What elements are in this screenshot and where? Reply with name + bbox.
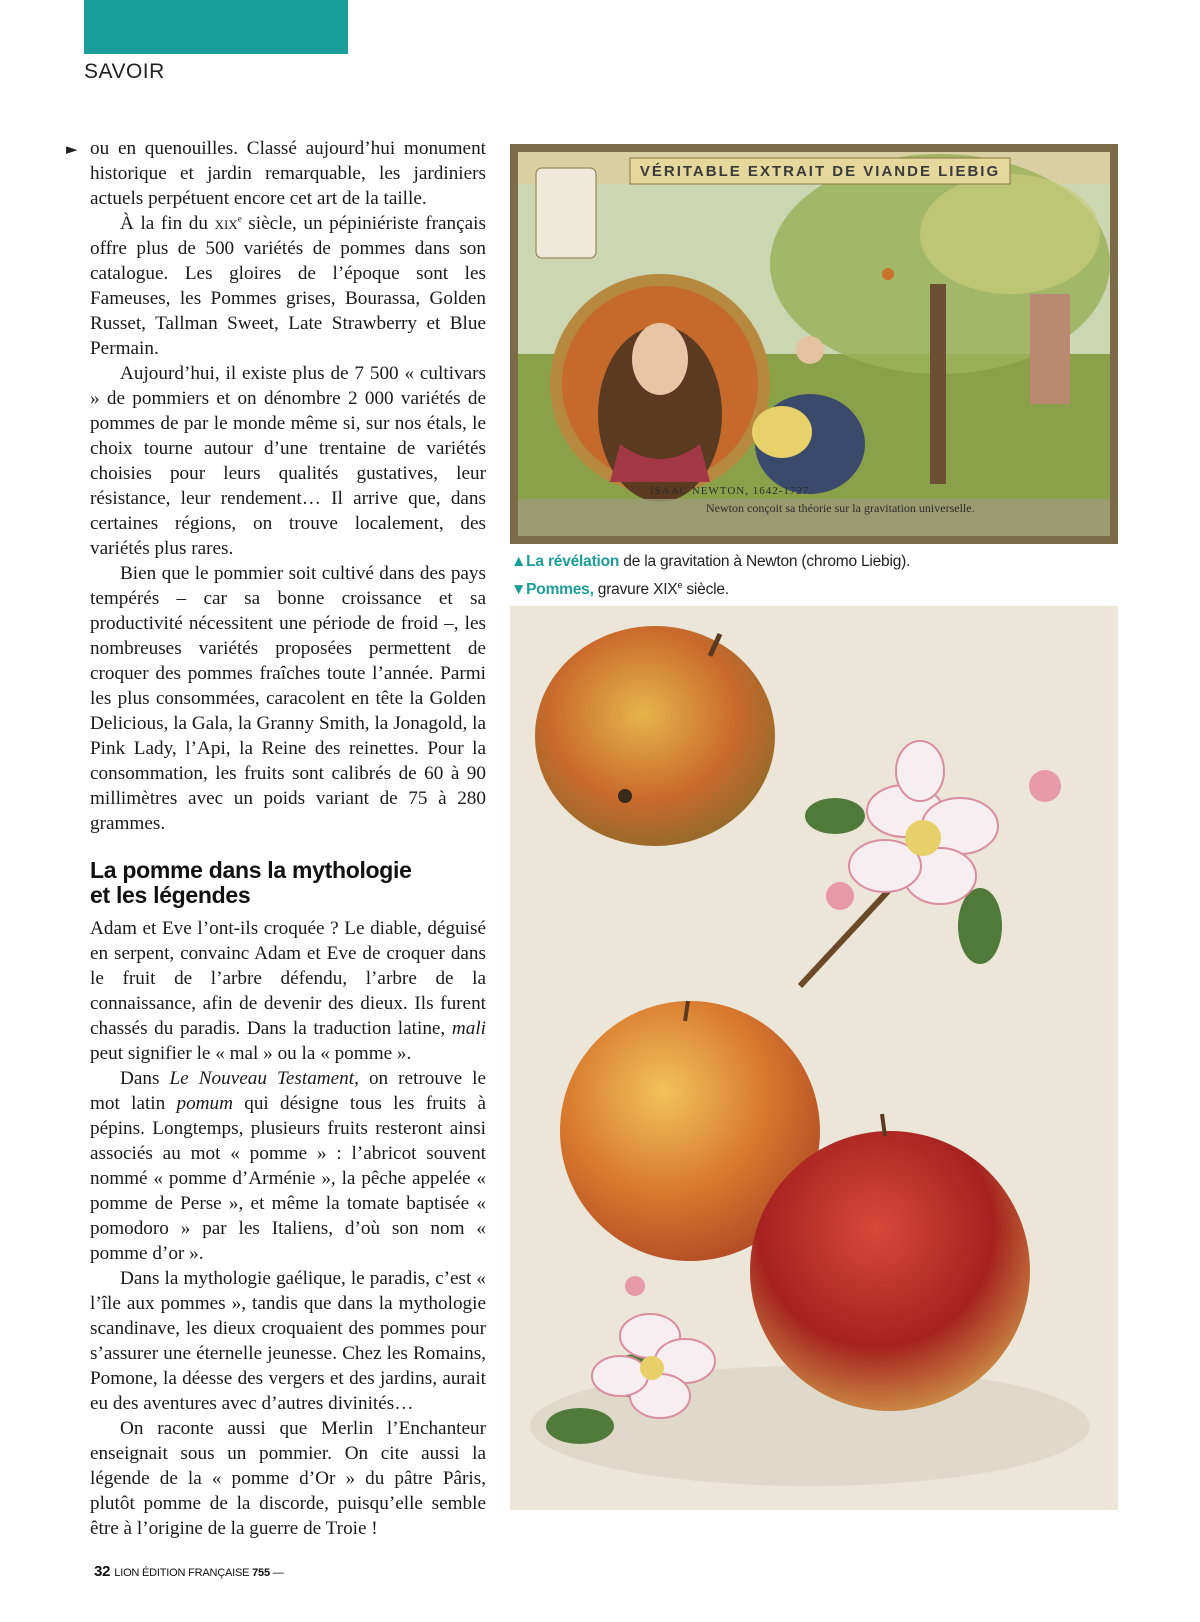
banner-text: VÉRITABLE EXTRAIT DE VIANDE LIEBIG bbox=[639, 163, 1001, 180]
continue-arrow-icon: ► bbox=[66, 140, 78, 158]
paragraph: À la fin du xix$^e$ siècle, un pépiniériste français offre plus de 500 variétés de pommes dans son catalogue. Les gloires de l’époque sont les Fameuses, les Pommes grises, Bourassa, Golden Russet, Tallman Sweet, Late Strawberry et Blue Permain. bbox=[90, 213, 486, 359]
figure-caption-2: ▼Pommes, gravure XIXe siècle. bbox=[511, 579, 729, 598]
page-footer: 32 LION ÉDITION FRANÇAISE 755 — bbox=[94, 1563, 284, 1580]
liebig-newton-illustration bbox=[510, 144, 1118, 544]
paragraph: Adam et Eve l’ont-ils croquée ? Le diable, déguisé en serpent, convainc Adam et Eve de croquer dans le fruit de l’arbre défendu, l’arbre de la connaissance, afin de devenir des dieux. Ils furent chassés du paradis. Dans la traduction latine, mali peut signifier le « mal » ou la « pomme ». bbox=[90, 918, 486, 1064]
magazine-name: LION ÉDITION FRANÇAISE bbox=[114, 1567, 250, 1579]
issue-number: 755 bbox=[252, 1567, 270, 1579]
paragraph: Dans la mythologie gaélique, le paradis, c’est « l’île aux pommes », tandis que dans la mythologie scandinave, les dieux croquaient des pommes pour s’assurer une éternelle jeunesse. Chez les Romains, Pomone, la déesse des vergers et des jardins, aurait eu des aventures avec d’autres divinités… bbox=[90, 1268, 486, 1414]
apple-top bbox=[535, 626, 775, 846]
section-color-bar bbox=[84, 0, 348, 54]
scene-caption: Newton conçoit sa théorie sur la gravitation universelle. bbox=[706, 501, 975, 515]
paragraph: Bien que le pommier soit cultivé dans des pays tempérés – car sa bonne croissance et sa productivité nécessitent une période de froid –, les nombreuses variétés proposées permettent de croquer des pommes fraîches toute l’année. Parmi les plus consommées, caracolent en tête la Golden Delicious, la Gala, la Granny Smith, la Jonagold, la Pink Lady, l’Api, la Reine des reinettes. Pour la consommation, les fruits sont calibrés de 60 à 90 millimètres avec un poids variant de 75 à 280 grammes. bbox=[90, 563, 486, 834]
page-number: 32 bbox=[94, 1563, 111, 1580]
portrait-caption: ISAAC NEWTON, 1642-1727. bbox=[650, 485, 814, 497]
paragraph: Dans Le Nouveau Testament, on retrouve le mot latin pomum qui désigne tous les fruits à pépins. Longtemps, plusieurs fruits resteront ainsi associés au mot « pomme » : l’abricot souvent nommé « pomme d’Arménie », la pêche appelée « pomme de Perse », et même la tomate baptisée « pomodoro » par les Italiens, d’où son nom « pomme d’or ». bbox=[90, 1068, 487, 1264]
paragraph: ou en quenouilles. Classé aujourd’hui monument historique et jardin remarquable, les jardiniers actuels perpétuent encore cet art de la taille. bbox=[90, 138, 486, 209]
paragraph: On raconte aussi que Merlin l’Enchanteur enseignait sous un pommier. On cite aussi la légende de la « pomme d’Or » du pâtre Pâris, plutôt pomme de la discorde, puisqu’elle semble être à l’origine de la guerre de Troie ! bbox=[90, 1418, 486, 1539]
section-label: SAVOIR bbox=[84, 60, 165, 83]
figure-caption-1: ▲La révélation de la gravitation à Newton (chromo Liebig). bbox=[511, 553, 911, 570]
paragraph: Aujourd’hui, il existe plus de 7 500 « cultivars » de pommiers et on dénombre 2 000 variétés de pommes de par le monde même si, sur nos étals, le choix tourne autour d’une trentaine de variétés choisies pour leurs qualités gustatives, leur résistance, leur rendement… Il arrive que, dans certaines régions, on trouve localement, des variétés plus rares. bbox=[90, 363, 486, 559]
section-heading: La pomme dans la mythologie et les légendes bbox=[90, 857, 412, 908]
apples-engraving-illustration bbox=[510, 606, 1118, 1510]
article-left-column bbox=[90, 136, 486, 1541]
